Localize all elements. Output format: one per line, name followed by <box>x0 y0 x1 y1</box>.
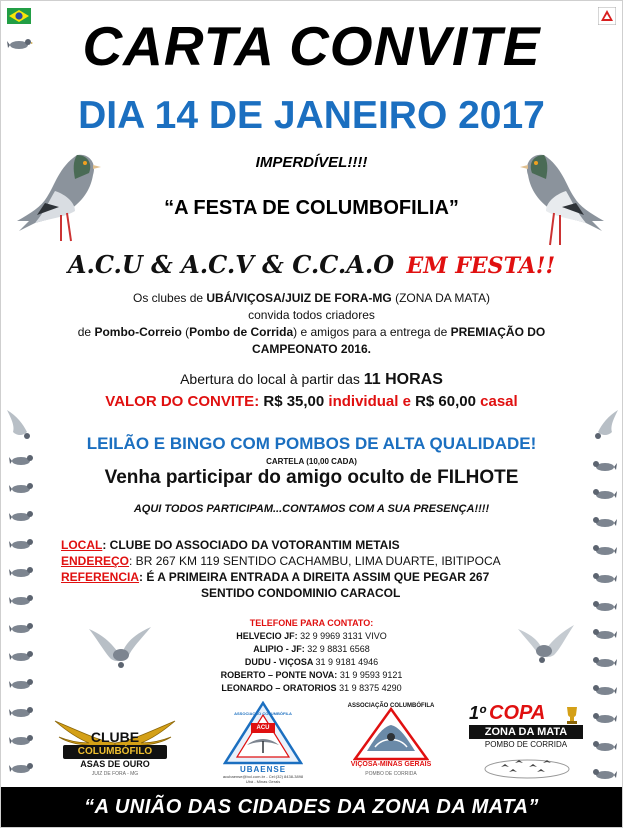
vicosa-association-logo <box>341 703 441 783</box>
ticket-price <box>1 393 622 410</box>
asas-de-ouro-logo <box>49 717 181 781</box>
price-individual-label: individual e <box>328 393 411 410</box>
contact-phone: 31 9 9593 9121 <box>339 670 403 680</box>
em-festa-text: EM FESTA!! <box>406 253 556 279</box>
contact-name: ROBERTO – PONTE NOVA: <box>220 670 340 680</box>
imperdivel-text: IMPERDÍVEL!!!! <box>255 154 368 171</box>
logo-ubaense-arc: ASSOCIAÇÃO COLUMBÓFILA <box>234 711 292 716</box>
pigeon-icon <box>9 563 35 581</box>
logo-ubaense-city: Ubá - Minas Gerais <box>245 779 281 784</box>
pigeon-icon <box>591 485 617 503</box>
contacts-header: TELEFONE PARA CONTATO: <box>249 618 374 628</box>
body-text-bold: UBÁ/VIÇOSA/JUIZ DE FORA-MG <box>206 291 392 305</box>
contact-row <box>1 656 622 669</box>
pigeon-icon <box>591 597 617 615</box>
logo-ubaense-contact: acubaense@bol.com.br - Cel:(32) 8438-3898 <box>222 774 304 779</box>
referencia-continuation: SENTIDO CONDOMINIO CARACOL <box>201 586 401 600</box>
pigeon-icon <box>591 625 617 643</box>
pigeon-icon <box>9 451 35 469</box>
contact-row <box>1 682 622 695</box>
contact-row <box>1 669 622 682</box>
logo-asas-line3: ASAS DE OURO <box>80 759 150 769</box>
pigeon-icon <box>9 731 35 749</box>
pigeon-icon <box>591 513 617 531</box>
pigeon-icon <box>591 709 617 727</box>
pigeon-flock-icon <box>483 753 571 779</box>
trophy-icon <box>561 705 583 725</box>
auction-headline: LEILÃO E BINGO COM POMBOS DE ALTA QUALIDADE! <box>86 434 537 453</box>
pigeon-icon <box>9 675 35 693</box>
contact-name: HELVECIO JF: <box>236 631 301 641</box>
price-couple-label: casal <box>480 393 518 410</box>
event-date: DIA 14 DE JANEIRO 2017 <box>78 94 545 137</box>
pigeon-icon <box>9 535 35 553</box>
contact-name: DUDU - VIÇOSA <box>244 657 316 667</box>
body-text-segment: de <box>77 325 95 339</box>
logo-vicosa-arc: ASSOCIAÇÃO COLUMBÓFILA <box>347 703 435 709</box>
contact-row <box>1 643 622 656</box>
price-individual: R$ 35,00 <box>259 393 329 410</box>
pigeon-icon <box>9 619 35 637</box>
local-value: : CLUBE DO ASSOCIADO DA VOTORANTIM METAIS <box>102 538 400 552</box>
pigeon-icon <box>591 737 617 755</box>
local-row <box>61 537 592 553</box>
body-text-segment: Os clubes de <box>133 291 207 305</box>
body-text-bold: Pombo de Corrida <box>189 325 294 339</box>
contacts-block <box>1 617 622 695</box>
pigeon-icon <box>9 591 35 609</box>
logo-ubaense-bottom: UBAENSE <box>239 765 287 774</box>
price-label: VALOR DO CONVITE: <box>105 393 260 410</box>
contact-name: ALIPIO - JF: <box>253 644 308 654</box>
logo-copa-zona: ZONA DA MATA <box>469 725 583 739</box>
contact-phone: 32 9 8831 6568 <box>307 644 370 654</box>
pigeon-icon <box>9 703 35 721</box>
pigeon-icon <box>9 759 35 777</box>
secret-friend-text: Venha participar do amigo oculto de FILHOTE <box>104 467 519 488</box>
referencia-value: : É A PRIMEIRA ENTRADA A DIREITA ASSIM QUE PEGAR 267 <box>139 570 490 584</box>
referencia-label: REFERENCIA <box>61 570 140 584</box>
logo-vicosa-sub: POMBO DE CORRIDA <box>365 771 417 777</box>
pigeon-icon <box>591 457 617 475</box>
body-text-segment: ) e amigos para a entrega de <box>293 325 451 339</box>
endereco-row <box>61 553 592 569</box>
pigeon-icon <box>591 569 617 587</box>
body-text-bold: Pombo-Correio <box>94 325 182 339</box>
endereco-label: ENDEREÇO <box>61 554 130 568</box>
footer-slogan: “A UNIÃO DAS CIDADES DA ZONA DA MATA” <box>1 787 622 827</box>
pigeon-icon <box>591 541 617 559</box>
vicosa-triangle-icon <box>353 707 429 761</box>
invitation-paragraph <box>41 290 582 358</box>
price-couple: R$ 60,00 <box>410 393 481 410</box>
body-text-segment: (ZONA DA MATA) <box>391 291 490 305</box>
festa-headline: “A FESTA DE COLUMBOFILIA” <box>164 197 459 219</box>
opening-text: Abertura do local à partir das <box>180 371 364 387</box>
copa-zona-da-mata-logo <box>469 703 587 783</box>
referencia-row <box>61 569 592 585</box>
contact-phone: 31 9 9181 4946 <box>315 657 379 667</box>
pigeon-icon <box>591 681 617 699</box>
logo-asas-line2: COLUMBÓFILO <box>63 745 167 759</box>
logo-copa-num: 1º <box>469 703 486 723</box>
pigeon-icon <box>591 765 617 783</box>
logo-ubaense-center: ACU <box>256 725 270 731</box>
pigeon-flying-icon <box>586 406 620 442</box>
contact-phone: 31 9 8375 4290 <box>339 683 402 693</box>
cartela-note: CARTELA (10,00 CADA) <box>266 457 357 466</box>
contact-row <box>1 630 622 643</box>
body-text-segment: ( <box>181 325 190 339</box>
contact-phone: 32 9 9969 3131 VIVO <box>300 631 387 641</box>
acu-ubaense-logo <box>215 701 311 783</box>
page-title: CARTA CONVITE <box>82 15 541 77</box>
pigeon-flying-icon <box>5 406 39 442</box>
opening-hour: 11 HORAS <box>363 371 443 388</box>
local-label: LOCAL <box>61 538 103 552</box>
logo-asas-line1: CLUBE <box>90 729 140 745</box>
logo-vicosa-bottom: VIÇOSA-MINAS GERAIS <box>350 761 432 768</box>
body-text-line: convida todos criadores <box>248 308 375 322</box>
contact-name: LEONARDO – ORATORIOS <box>221 683 340 693</box>
logo-copa-pombo: POMBO DE CORRIDA <box>484 740 568 749</box>
clubs-headline <box>1 250 622 279</box>
location-details <box>61 537 592 601</box>
clubs-names: A.C.U & A.C.V & C.C.A.O <box>67 250 395 279</box>
logo-asas-line4: JUIZ DE FORA - MG <box>91 771 139 777</box>
endereco-value: : BR 267 KM 119 SENTIDO CACHAMBU, LIMA DUARTE, IBITIPOCA <box>129 554 501 568</box>
pigeon-icon <box>9 479 35 497</box>
body-text-bold: PREMIAÇÃO DO CAMPEONATO 2016. <box>252 325 546 356</box>
pigeon-icon <box>9 647 35 665</box>
participation-text: AQUI TODOS PARTICIPAM...CONTAMOS COM A SUA PRESENÇA!!!! <box>133 503 490 515</box>
logo-copa-word: COPA <box>489 702 546 724</box>
opening-time <box>1 371 622 389</box>
pigeon-icon <box>591 653 617 671</box>
pigeon-icon <box>9 507 35 525</box>
